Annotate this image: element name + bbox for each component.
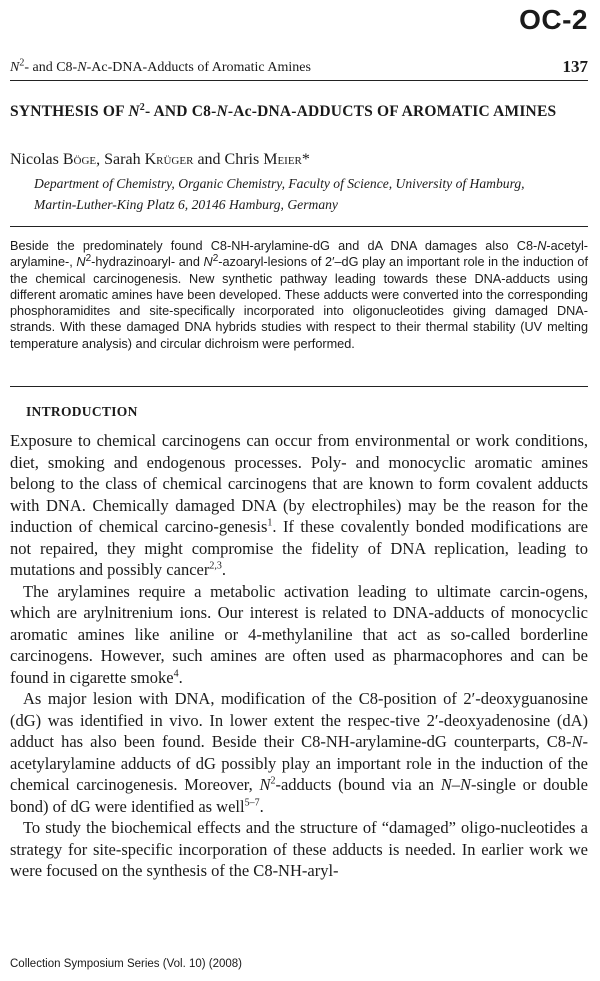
session-code: OC-2 xyxy=(519,4,588,35)
paragraph: As major lesion with DNA, modification of the C8-position of 2′-deoxyguanosine (dG) was identified in vivo. In lower extent the respec-tive 2′-deoxyadenosine (dA) adduct has also been found. Beside their C8-NH-arylamine-dG counterparts, C8-N-acetylarylamine adducts of dG possibly play an important role in the induction of the chemical carcinogenesis. Moreover, $N^2$-adducts (bound via an N–N-single or double bond) of dG were identified as well$^{5-7}$. xyxy=(10,689,588,816)
paragraph: To study the biochemical effects and the structure of “damaged” oligo-nucleotides a strategy for site-specific incorporation of these adducts is needed. In earlier work we were focused on the synthesis of the C8-NH-aryl- xyxy=(10,818,588,880)
paper-title: SYNTHESIS OF $N^2-$ AND C8-N-Ac-DNA-ADDUCTS OF AROMATIC AMINES xyxy=(10,101,557,120)
abstract: Beside the predominately found C8-NH-arylamine-dG and dA DNA damages also C8-N-acetyl-arylamine-, $N^2-hydrazinoaryl-$ and $N^2-azoaryl$-lesions of 2′–dG play an important role in the induction of the chemical carcinogenesis. New synthetic pathway leading towards these DNA-adducts using different aromatic amines have been developed. These adducts were converted into the corresponding phosphoramidites and site-specifically incorporated into oligonucleotides giving damaged DNA-strands. With these damaged DNA hybrids studies with respect to their thermal stability (UV melting temperature analysis) and circular dichroism were performed. xyxy=(10,239,589,351)
divider xyxy=(10,226,588,227)
footer-series: Collection Symposium Series (Vol. 10) (2008) xyxy=(10,958,243,970)
paragraph: Exposure to chemical carcinogens can occur from environmental or work conditions, diet, smoking and endogenous processes. Poly- and monocyclic aromatic amines belong to the class of chemical carcinogens that are known to form covalent adducts with DNA. Chemically damaged DNA (by electrophiles) may be the reason for the induction of chemical carcino-genesis$^1$. If these covalently bonded modifications are not repaired, they might compromise the fidelity of DNA replication, leading to mutations and possibly cancer$^{2,3}$. xyxy=(10,431,588,579)
page-number: 137 xyxy=(562,57,588,76)
body-text xyxy=(10,430,588,882)
running-head-title: $N^2-$ and C8-N-Ac-DNA-Adducts of Aromatic Amines xyxy=(10,57,311,75)
affiliation: Department of Chemistry, Organic Chemistry, Faculty of Science, University of Hamburg, Martin-Luther-King Platz 6, 20146 Hamburg, Germany xyxy=(34,176,525,212)
running-head xyxy=(10,58,588,81)
paragraph: The arylamines require a metabolic activation leading to ultimate carcin-ogens, which are arylnitrenium ions. Our interest is related to DNA-adducts of monocyclic aromatic amines like aniline or 4-methylaniline that act as so-called borderline carcinogens. However, such amines are often used as pharmacophores and can be found in cigarette smoke$^4$. xyxy=(10,581,588,687)
author-list: Nicolas Böge, Sarah Krüger and Chris Meier* xyxy=(10,151,310,168)
section-heading: INTRODUCTION xyxy=(26,404,138,419)
divider xyxy=(10,386,588,387)
